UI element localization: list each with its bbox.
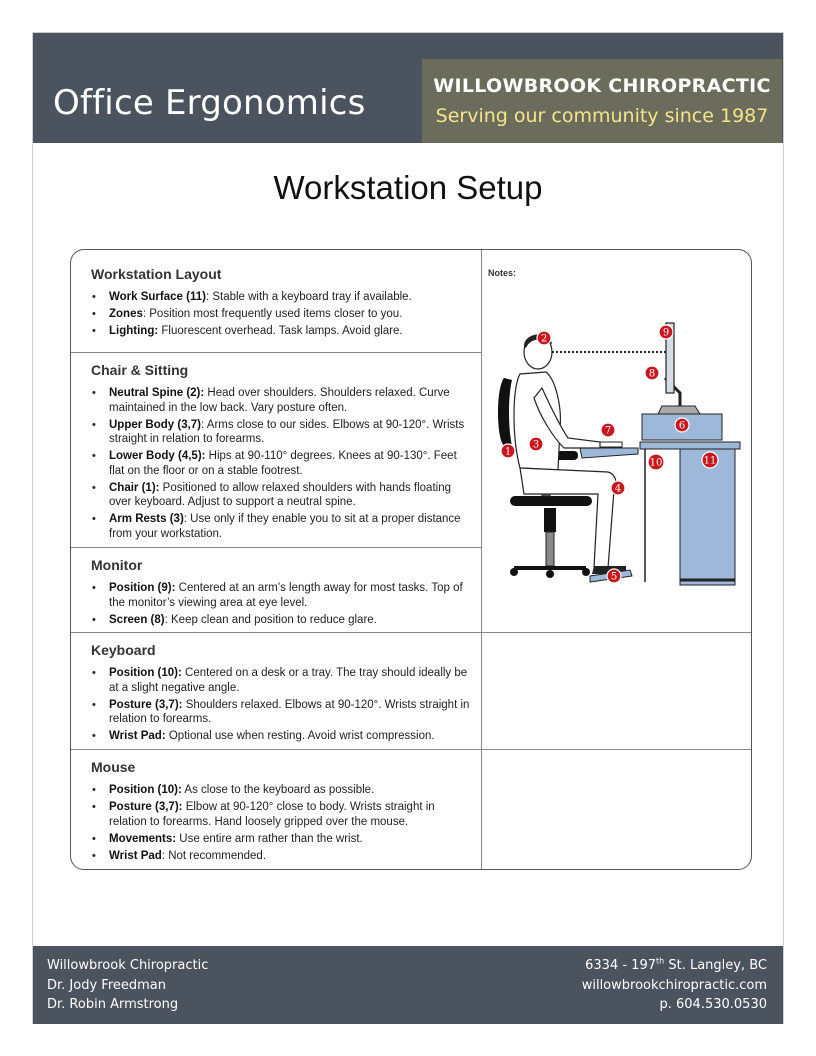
svg-text:3: 3: [532, 439, 540, 451]
page: [32, 32, 784, 1024]
section-workstation-layout: [71, 250, 482, 352]
list-item: [91, 418, 474, 447]
item-term: Neutral Spine (2):: [109, 387, 205, 399]
section-keyboard: [71, 632, 482, 749]
item-text: : Keep clean and position to reduce glare.: [164, 613, 377, 626]
svg-text:6: 6: [678, 420, 686, 432]
item-term: Wrist Pad:: [109, 730, 166, 743]
item-term: Posture (3,7):: [109, 698, 183, 711]
footer: [33, 946, 783, 1024]
list-item: [91, 307, 474, 322]
marker-4: [611, 481, 625, 495]
svg-text:1: 1: [504, 446, 512, 458]
item-term: Movements:: [109, 832, 177, 845]
item-term: Lighting:: [109, 324, 159, 337]
item-term: Zones: [109, 307, 143, 320]
address-street-number: 6334 - 197: [585, 958, 656, 973]
marker-10: [648, 454, 664, 470]
section-title: Mouse: [91, 759, 136, 775]
item-term: Lower Body (4,5):: [109, 450, 206, 463]
item-term: Position (10):: [109, 784, 182, 796]
chair-wheel: [510, 568, 518, 576]
item-text: Fluorescent overhead. Task lamps. Avoid glare.: [158, 324, 403, 337]
list-item: [91, 613, 474, 628]
list-item: [91, 324, 474, 339]
item-text: Elbow at 90-120° close to body. Wrists straight in relation to forearms. Hand loosely gripped over the mouse.: [109, 800, 435, 828]
section-title: Keyboard: [91, 642, 156, 658]
footer-clinic-info: [47, 956, 208, 1015]
item-term: Posture (3,7):: [109, 800, 183, 813]
item-text: Centered on a desk or a tray. The tray should ideally be at a slight negative angle.: [109, 667, 468, 694]
item-text: : Stable with a keyboard tray if available.: [205, 291, 412, 303]
svg-text:11: 11: [703, 455, 717, 467]
guidelines-column: [71, 250, 482, 869]
item-text: Optional use when resting. Avoid wrist compression.: [165, 730, 435, 743]
item-text: Shoulders relaxed. Elbows at 90-120°. Wrists straight in relation to forearms.: [109, 698, 470, 726]
list-item: [91, 783, 474, 798]
marker-7: [601, 423, 615, 437]
footer-clinic-name: Willowbrook Chiropractic: [47, 958, 209, 973]
address-ordinal: th: [656, 956, 665, 966]
marker-2: [537, 331, 551, 345]
section-mouse: [71, 749, 482, 870]
footer-doctor: Dr. Robin Armstrong: [47, 997, 179, 1012]
svg-text:10: 10: [649, 457, 663, 469]
svg-text:5: 5: [610, 571, 618, 583]
marker-6: [675, 418, 689, 432]
footer-address: [582, 956, 767, 976]
page-title: Workstation Setup: [273, 169, 543, 206]
item-term: Wrist Pad: [109, 849, 162, 862]
workstation-illustration: [490, 318, 746, 588]
marker-3: [529, 437, 543, 451]
footer-phone: p. 604.530.0530: [659, 997, 767, 1012]
list-item: [91, 698, 474, 727]
list-item: [91, 800, 474, 829]
list-item: [91, 832, 474, 847]
marker-8: [645, 366, 659, 380]
item-term: Upper Body (3,7): [109, 418, 202, 431]
list-item: [91, 581, 474, 610]
svg-text:8: 8: [648, 368, 656, 380]
chair-backrest: [498, 378, 512, 446]
footer-doctor: Dr. Jody Freedman: [47, 977, 166, 993]
item-text: Use entire arm rather than the wrist.: [176, 832, 363, 845]
keyboard-tray: [580, 448, 638, 458]
notes-column: [482, 250, 752, 869]
svg-text:2: 2: [540, 333, 548, 345]
section-title: Workstation Layout: [91, 266, 222, 282]
item-term: Arm Rests (3): [109, 513, 184, 526]
item-text: Head over shoulders. Shoulders relaxed. Curve maintained in the low back. Vary posture often.: [109, 387, 450, 414]
svg-text:4: 4: [614, 483, 622, 495]
address-city: St. Langley, BC: [664, 958, 767, 973]
chair-cylinder: [544, 508, 556, 532]
notes-divider: [482, 632, 752, 633]
item-text: Centered at an arm’s length away for most tasks. Top of the monitor’s viewing area at eye level.: [109, 582, 463, 609]
list-item: [91, 512, 474, 541]
item-text: Hips at 90-110° degrees. Knees at 90-130°. Feet flat on the floor or on a stable footrest.: [109, 450, 457, 477]
desk-drawer-unit: [680, 449, 735, 585]
header-banner: [33, 33, 783, 143]
item-term: Position (10):: [109, 667, 182, 679]
marker-9: [659, 325, 673, 339]
section-monitor: [71, 547, 482, 632]
item-text: : Not recommended.: [161, 849, 267, 862]
notes-label: Notes:: [488, 268, 517, 278]
list-item: [91, 849, 474, 864]
item-text: : Use only if they enable you to sit at a proper distance from your workstation.: [109, 513, 461, 540]
list-item: [91, 386, 474, 415]
svg-text:7: 7: [604, 425, 612, 437]
marker-11: [702, 452, 718, 468]
chair-seat: [510, 496, 592, 506]
desk-surface: [640, 442, 740, 449]
item-term: Position (9):: [109, 582, 176, 594]
list-item: [91, 729, 474, 744]
list-item: [91, 290, 474, 305]
guidelines-card: [70, 249, 752, 870]
list-item: [91, 666, 474, 695]
item-term: Work Surface (11): [109, 291, 206, 303]
marker-1: [501, 444, 515, 458]
svg-text:9: 9: [662, 327, 670, 339]
brand-name: WILLOWBROOK CHIROPRACTIC: [433, 75, 771, 97]
item-text: As close to the keyboard as possible.: [181, 784, 375, 796]
section-chair-sitting: [71, 352, 482, 547]
item-text: : Arms close to our sides. Elbows at 90-120°. Wrists straight in relation to forearms.: [109, 418, 465, 446]
item-text: Positioned to allow relaxed shoulders with hands floating over keyboard. Adjust to support a neutral spine.: [109, 481, 451, 509]
monitor-base: [658, 406, 700, 414]
section-title: Monitor: [91, 557, 143, 573]
footer-contact-info: [582, 956, 767, 1015]
item-term: Chair (1):: [109, 481, 160, 494]
header-title: Office Ergonomics: [53, 83, 366, 123]
item-text: : Position most frequently used items closer to you.: [142, 307, 403, 320]
person-legs: [520, 468, 616, 568]
list-item: [91, 481, 474, 510]
brand-box: [422, 59, 782, 143]
chair-post: [546, 532, 554, 566]
notes-divider: [482, 749, 752, 750]
item-term: Screen (8): [109, 613, 165, 626]
section-title: Chair & Sitting: [91, 362, 189, 378]
marker-5: [607, 569, 621, 583]
brand-tagline: Serving our community since 1987: [435, 105, 769, 127]
chair-wheel: [582, 568, 590, 576]
footer-website-link[interactable]: willowbrookchiropractic.com: [581, 977, 767, 993]
chair-wheel: [546, 570, 554, 578]
list-item: [91, 449, 474, 478]
